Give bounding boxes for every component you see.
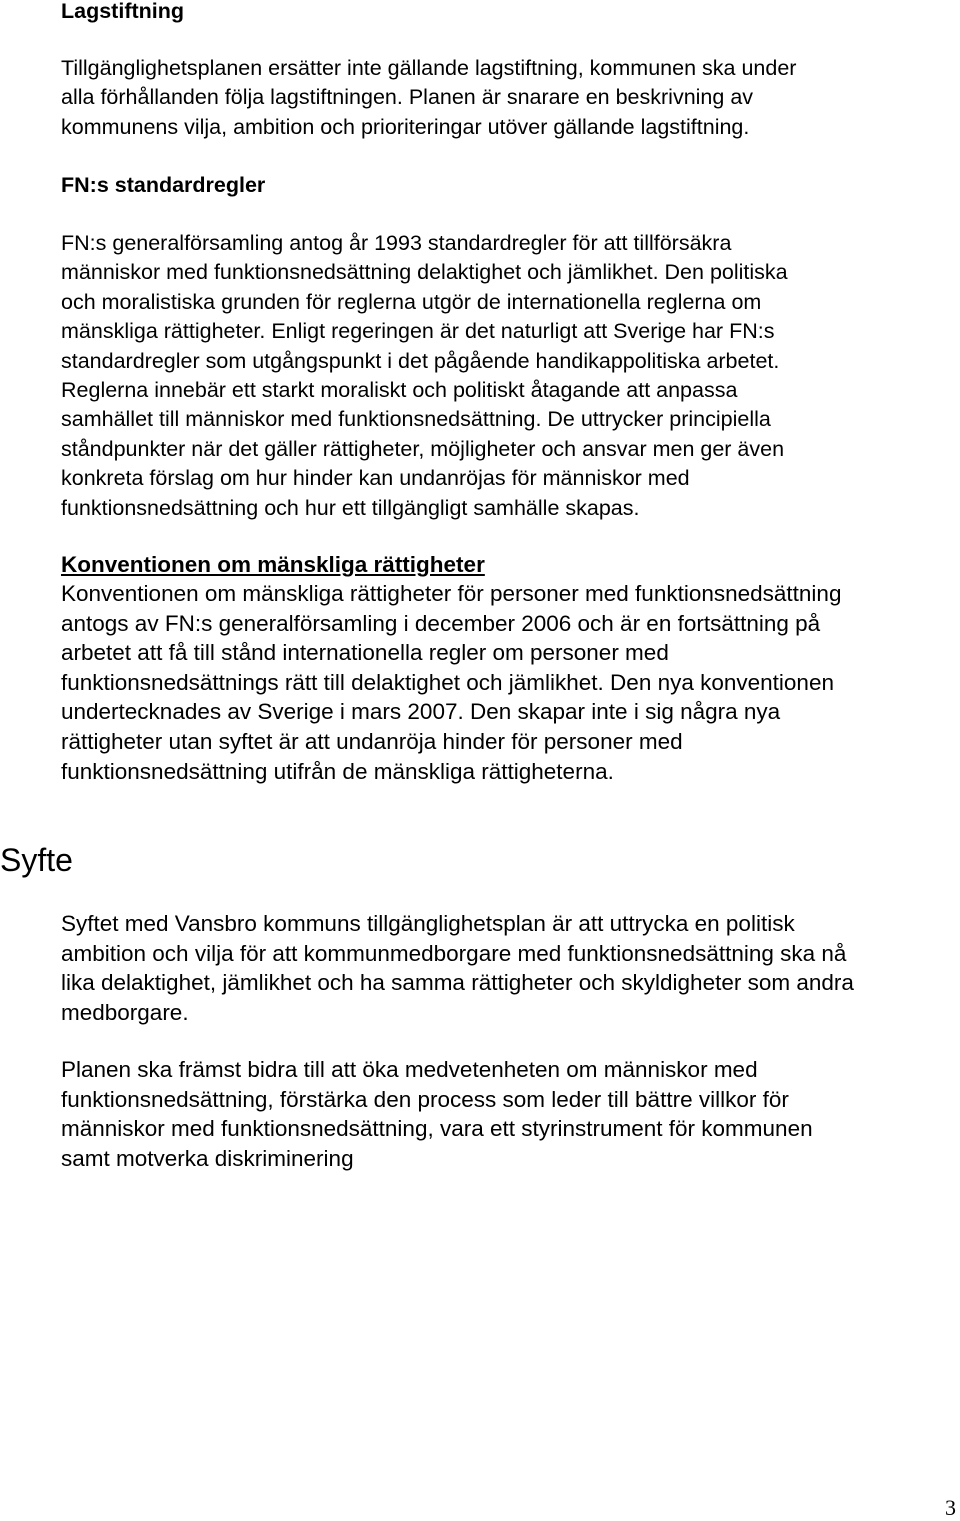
page-number: 3 <box>945 1495 956 1520</box>
text-line: funktionsnedsättnings rätt till delaktighet och jämlikhet. Den nya konventionen <box>61 669 834 695</box>
text-line: antogs av FN:s generalförsamling i december 2006 och är en fortsättning på <box>61 610 821 636</box>
text-line: alla förhållanden följa lagstiftningen. Planen är snarare en beskrivning av <box>61 85 754 110</box>
section-lagstiftning <box>61 0 951 26</box>
text-line: ambition och vilja för att kommunmedborgare med funktionsnedsättning ska nå <box>61 940 847 966</box>
text-line: Planen ska främst bidra till att öka medvetenheten om människor med <box>61 1057 758 1082</box>
text-line: ståndpunkter när det gäller rättigheter, möjligheter och ansvar men ger även <box>61 436 785 461</box>
paragraph-syfte-2 <box>61 1055 951 1173</box>
text-line: kommunens vilja, ambition och prioriteringar utöver gällande lagstiftning. <box>61 114 750 139</box>
text-line: funktionsnedsättning, förstärka den process som leder till bättre villkor för <box>61 1086 789 1112</box>
heading-fn-standardregler: FN:s standardregler <box>61 173 266 197</box>
paragraph-lagstiftning <box>61 54 951 142</box>
text-line: Tillgänglighetsplanen ersätter inte gällande lagstiftning, kommunen ska under <box>61 56 797 80</box>
heading-lagstiftning: Lagstiftning <box>61 0 185 23</box>
paragraph-syfte-1 <box>61 909 951 1027</box>
text-line: funktionsnedsättning och hur ett tillgängligt samhälle skapas. <box>61 495 640 520</box>
paragraph-fn-standardregler <box>61 229 951 523</box>
text-line: mänskliga rättigheter. Enligt regeringen är det naturligt att Sverige har FN:s <box>61 319 775 344</box>
text-line: samt motverka diskriminering <box>61 1145 354 1171</box>
text-line: undertecknades av Sverige i mars 2007. Den skapar inte i sig några nya <box>61 699 781 725</box>
text-line: människor med funktionsnedsättning delaktighet och jämlikhet. Den politiska <box>61 260 788 285</box>
text-line: Reglerna innebär ett starkt moraliskt och politiskt åtagande att anpassa <box>61 378 738 403</box>
text-line: och moralistiska grunden för reglerna utgör de internationella reglerna om <box>61 289 762 314</box>
text-line: FN:s generalförsamling antog år 1993 standardregler för att tillförsäkra <box>61 231 732 255</box>
text-line: Konventionen om mänskliga rättigheter för personer med funktionsnedsättning <box>61 581 842 606</box>
heading-syfte: Syfte <box>0 842 73 878</box>
text-line: standardregler som utgångspunkt i det pågående handikappolitiska arbetet. <box>61 348 780 373</box>
section-fn-standardregler <box>61 171 951 200</box>
text-line: lika delaktighet, jämlikhet och ha samma rättigheter och skyldigheter som andra <box>61 970 854 996</box>
text-line: Syftet med Vansbro kommuns tillgänglighetsplan är att uttrycka en politisk <box>61 911 795 936</box>
text-line: medborgare. <box>61 999 189 1025</box>
text-line: arbetet att få till stånd internationella regler om personer med <box>61 640 669 666</box>
heading-konventionen: Konventionen om mänskliga rättigheter <box>61 552 485 577</box>
text-line: rättigheter utan syftet är att undanröja hinder för personer med <box>61 728 683 754</box>
text-line: konkreta förslag om hur hinder kan undanröjas för människor med <box>61 466 690 491</box>
paragraph-konventionen <box>61 579 951 786</box>
text-line: människor med funktionsnedsättning, vara ett styrinstrument för kommunen <box>61 1116 813 1142</box>
section-konventionen <box>61 550 951 579</box>
text-line: samhället till människor med funktionsnedsättning. De uttrycker principiella <box>61 407 771 432</box>
text-line: funktionsnedsättning utifrån de mänskliga rättigheterna. <box>61 758 614 784</box>
